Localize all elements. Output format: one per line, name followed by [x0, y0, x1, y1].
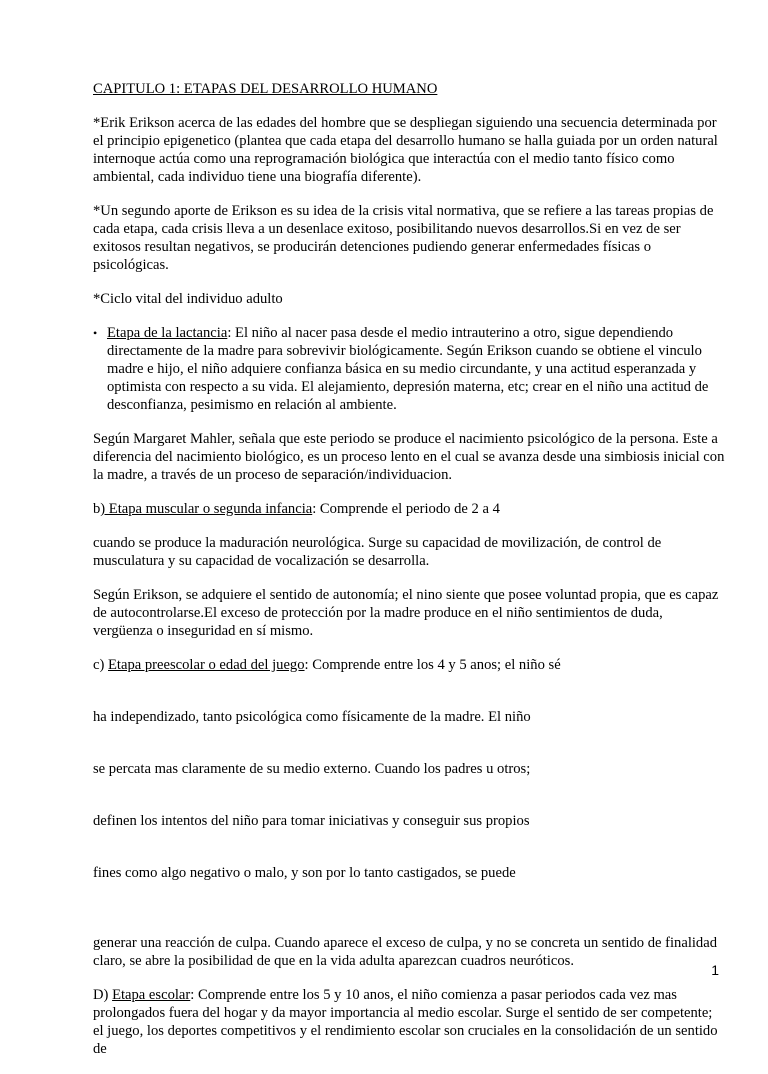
- line-independizado: ha independizado, tanto psicológica como físicamente de la madre. El niño: [93, 709, 531, 725]
- text-preescolar: : Comprende entre los 4 y 5 anos; el niño sé: [304, 657, 561, 673]
- term-lactancia: Etapa de la lactancia: [107, 325, 228, 341]
- paragraph-mahler: Según Margaret Mahler, señala que este periodo se produce el nacimiento psicológico de la persona. Este a diferencia del nacimiento biológico, es un proceso lento en el cual se avanza desde una simbiosis inicial con la madre, a través de un proceso de separación/individuacion.: [93, 431, 725, 483]
- term-escolar: Etapa escolar: [112, 987, 191, 1003]
- prefix-b: b: [93, 501, 101, 517]
- line-definen: definen los intentos del niño para tomar iniciativas y conseguir sus propios: [93, 813, 530, 829]
- bullet-lactancia: [93, 324, 725, 414]
- text-escolar: : Comprende entre los 5 y 10 anos, el niño comienza a pasar periodos cada vez mas prolongados fuera del hogar y da mayor importancia al medio escolar. Surge el sentido de ser competente; el juego, los deportes competitivos y el rendimiento escolar son cruciales en la consolidación de un sentido de: [93, 987, 718, 1057]
- paragraph-crisis: *Un segundo aporte de Erikson es su idea de la crisis vital normativa, que se refiere a las tareas propias de cada etapa, cada crisis lleva a un desenlace exitoso, posibilitando nuevos desarrollos.Si en vez de ser exitosos resultan negativos, se producirán detenciones pudiendo generar enfermedades físicas o psicológicas.: [93, 203, 714, 273]
- line-percata: se percata mas claramente de su medio externo. Cuando los padres u otros;: [93, 761, 531, 777]
- term-muscular: ) Etapa muscular o segunda infancia: [100, 501, 313, 517]
- document-page: [93, 80, 725, 1074]
- page-number: 1: [711, 962, 719, 978]
- bullet-dot-icon: •: [93, 326, 98, 340]
- heading-etapa-preescolar: [93, 656, 725, 674]
- line-fines: fines como algo negativo o malo, y son por lo tanto castigados, se puede: [93, 865, 516, 881]
- paragraph-ciclo-vital: *Ciclo vital del individuo adulto: [93, 291, 283, 307]
- heading-etapa-escolar: [93, 986, 725, 1058]
- document-title: [93, 80, 725, 98]
- prefix-c: c): [93, 657, 108, 673]
- term-preescolar: Etapa preescolar o edad del juego: [108, 657, 305, 673]
- paragraph-autonomia: Según Erikson, se adquiere el sentido de autonomía; el nino siente que posee voluntad propia, que es capaz de autocontrolarse.El exceso de protección por la madre produce en el niño sentimientos de duda, vergüenza o inseguridad en sí mismo.: [93, 587, 719, 639]
- paragraph-maduracion: cuando se produce la maduración neurológica. Surge su capacidad de movilización, de control de musculatura y su capacidad de vocalización se desarrolla.: [93, 535, 662, 569]
- prefix-d: D): [93, 987, 113, 1003]
- text-muscular: : Comprende el periodo de 2 a 4: [312, 501, 500, 517]
- title-text: CAPITULO 1: ETAPAS DEL DESARROLLO HUMANO: [93, 81, 438, 97]
- text-lactancia: : El niño al nacer pasa desde el medio intrauterino a otro, sigue dependiendo directamente de la madre para sobrevivir biológicamente. Según Erikson cuando se obtiene el vinculo madre e hijo, el niño adquiere confianza básica en su medio circundante, y una actitud esperanzada y optimista con respecto a su vida. El alejamiento, depresión materna, etc; crear en el niño una actitud de desconfianza, pesimismo en relación al ambiente.: [107, 325, 709, 413]
- heading-etapa-muscular: [93, 500, 725, 518]
- paragraph-epigenetic: *Erik Erikson acerca de las edades del hombre que se despliegan siguiendo una secuencia determinada por el principio epigenetico (plantea que cada etapa del desarrollo humano se halla guiada por un orden natural internoque actúa como una reprogramación biológica que interactúa con el medio tanto físico como ambiental, cada individuo tiene una biografía diferente).: [93, 115, 718, 185]
- paragraph-culpa: generar una reacción de culpa. Cuando aparece el exceso de culpa, y no se concreta un sentido de finalidad claro, se abre la posibilidad de que en la vida adulta aparezcan cuadros neuróticos.: [93, 935, 717, 969]
